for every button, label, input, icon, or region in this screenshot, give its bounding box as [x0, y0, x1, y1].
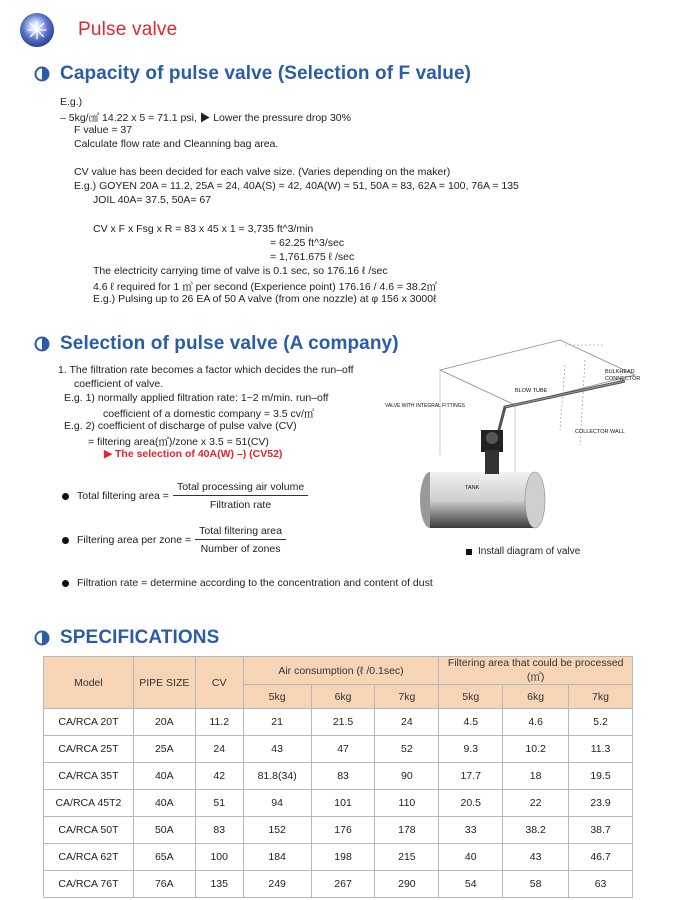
- table-cell: 184: [243, 844, 311, 871]
- table-cell: 24: [375, 709, 439, 736]
- text-line: JOIL 40A= 37.5, 50A= 67: [93, 194, 212, 206]
- half-circle-icon: [34, 336, 50, 352]
- table-cell: 43: [243, 736, 311, 763]
- table-cell: 4.6: [503, 709, 569, 736]
- section-specifications-heading: [34, 627, 219, 649]
- denominator: Number of zones: [200, 543, 281, 555]
- table-cell: CA/RCA 50T: [44, 817, 134, 844]
- label-blow-tube: BLOW TUBE: [515, 388, 548, 394]
- table-cell: 40A: [133, 763, 195, 790]
- page-header: [20, 12, 177, 48]
- table-cell: 135: [195, 871, 243, 898]
- note-text: Filtration rate = determine according to the concentration and content of dust: [77, 577, 433, 589]
- table-cell: 22: [503, 790, 569, 817]
- table-cell: CA/RCA 35T: [44, 763, 134, 790]
- text-line: coefficient of valve.: [74, 378, 164, 390]
- table-row: [44, 871, 633, 898]
- section-title: Capacity of pulse valve (Selection of F value): [60, 63, 472, 84]
- text-line: CV value has been decided for each valve size. (Varies depending on the maker): [74, 166, 451, 178]
- text-line: – 5kg/㎠ 14.22 x 5 = 71.1 psi, ▶ Lower the pressure drop 30%: [60, 112, 351, 124]
- table-cell: 40: [439, 844, 503, 871]
- table-cell: 152: [243, 817, 311, 844]
- table-cell: 83: [195, 817, 243, 844]
- text-line: = 1,761.675 ℓ /sec: [270, 251, 355, 263]
- table-cell: 38.7: [569, 817, 633, 844]
- valve-install-diagram: [385, 335, 650, 540]
- square-bullet-icon: [466, 549, 472, 555]
- table-cell: 267: [311, 871, 375, 898]
- section-capacity-heading: [34, 63, 471, 85]
- table-cell: 11.3: [569, 736, 633, 763]
- text-line: 1. The filtration rate becomes a factor which decides the run–off: [58, 364, 354, 376]
- table-cell: 101: [311, 790, 375, 817]
- fraction: [195, 525, 286, 555]
- page-title: Pulse valve: [78, 19, 178, 40]
- table-cell: 46.7: [569, 844, 633, 871]
- formula-label: Total filtering area =: [77, 490, 169, 502]
- table-cell: 38.2: [503, 817, 569, 844]
- text-line: Calculate flow rate and Cleanning bag area.: [74, 138, 279, 150]
- table-cell: CA/RCA 20T: [44, 709, 134, 736]
- text-line: E.g. 1) normally applied filtration rate: 1~2 m/min. run–off: [64, 392, 329, 404]
- table-row: [44, 844, 633, 871]
- text-line: coefficient of a domestic company = 3.5 cv/㎡: [103, 408, 315, 420]
- table-cell: 178: [375, 817, 439, 844]
- table-cell: 17.7: [439, 763, 503, 790]
- header-air-consumption: Air consumption (ℓ /0.1sec): [243, 657, 439, 685]
- specifications-table: [43, 656, 633, 898]
- table-row: [44, 709, 633, 736]
- text-line: E.g.) GOYEN 20A = 11.2, 25A = 24, 40A(S) = 42, 40A(W) = 51, 50A = 83, 62A = 100, 76A = 135: [74, 180, 519, 192]
- table-cell: 42: [195, 763, 243, 790]
- table-cell: 54: [439, 871, 503, 898]
- table-row: [44, 790, 633, 817]
- table-cell: 90: [375, 763, 439, 790]
- table-cell: CA/RCA 25T: [44, 736, 134, 763]
- table-row: [44, 817, 633, 844]
- label-valve: VALVE WITH INTEGRAL FITTINGS: [385, 403, 465, 409]
- formula-total-filtering-area: [62, 481, 308, 511]
- text-line: 4.6 ℓ required for 1 ㎥ per second (Experience point) 176.16 / 4.6 = 38.2㎡: [93, 281, 437, 293]
- header-pressure: 5kg: [439, 685, 503, 709]
- table-cell: 76A: [133, 871, 195, 898]
- table-cell: 21.5: [311, 709, 375, 736]
- label-collector-wall: COLLECTOR WALL: [575, 429, 625, 435]
- text-line: E.g.) Pulsing up to 26 EA of 50 A valve (from one nozzle) at φ 156 x 3000ℓ: [93, 293, 437, 305]
- text-line: The electricity carrying time of valve is 0.1 sec, so 176.16 ℓ /sec: [93, 265, 388, 277]
- text-line: = 62.25 ft^3/sec: [270, 237, 345, 249]
- table-cell: 290: [375, 871, 439, 898]
- table-cell: 19.5: [569, 763, 633, 790]
- table-cell: 249: [243, 871, 311, 898]
- table-cell: 25A: [133, 736, 195, 763]
- table-cell: 33: [439, 817, 503, 844]
- header-pipe-size: PIPE SIZE: [133, 657, 195, 709]
- table-cell: 100: [195, 844, 243, 871]
- half-circle-icon: [34, 630, 50, 646]
- table-cell: 83: [311, 763, 375, 790]
- section-title: Selection of pulse valve (A company): [60, 333, 399, 354]
- header-cv: CV: [195, 657, 243, 709]
- header-pressure: 6kg: [503, 685, 569, 709]
- text-line: CV x F x Fsg x R = 83 x 45 x 1 = 3,735 ft^3/min: [93, 223, 314, 235]
- table-cell: 23.9: [569, 790, 633, 817]
- bullet-icon: [62, 537, 69, 544]
- table-row: [44, 736, 633, 763]
- section-selection-heading: [34, 333, 399, 355]
- label-connector: CONNECTOR: [605, 376, 641, 382]
- table-cell: 81.8(34): [243, 763, 311, 790]
- bullet-icon: [62, 493, 69, 500]
- table-cell: 65A: [133, 844, 195, 871]
- table-cell: 58: [503, 871, 569, 898]
- numerator: Total filtering area: [195, 525, 286, 540]
- table-cell: 47: [311, 736, 375, 763]
- bullet-icon: [62, 580, 69, 587]
- header-pressure: 7kg: [375, 685, 439, 709]
- table-cell: 52: [375, 736, 439, 763]
- table-cell: 63: [569, 871, 633, 898]
- table-cell: 198: [311, 844, 375, 871]
- denominator: Filtration rate: [209, 499, 272, 511]
- formula-filtering-area-per-zone: [62, 525, 286, 555]
- half-circle-icon: [34, 66, 50, 82]
- table-cell: 9.3: [439, 736, 503, 763]
- table-cell: 4.5: [439, 709, 503, 736]
- table-cell: 94: [243, 790, 311, 817]
- table-cell: 18: [503, 763, 569, 790]
- caption-text: Install diagram of valve: [478, 546, 581, 557]
- table-cell: 10.2: [503, 736, 569, 763]
- table-cell: 43: [503, 844, 569, 871]
- formula-label: Filtering area per zone =: [77, 534, 192, 546]
- header-pressure: 7kg: [569, 685, 633, 709]
- table-cell: 21: [243, 709, 311, 736]
- table-cell: CA/RCA 45T2: [44, 790, 134, 817]
- table-cell: 5.2: [569, 709, 633, 736]
- table-cell: 24: [195, 736, 243, 763]
- table-cell: CA/RCA 76T: [44, 871, 134, 898]
- text-line: = filtering area(㎡)/zone x 3.5 = 51(CV): [88, 436, 269, 448]
- fraction: [173, 481, 308, 511]
- header-pressure: 6kg: [311, 685, 375, 709]
- table-body: [44, 709, 633, 898]
- star-logo-icon: [20, 13, 54, 47]
- numerator: Total processing air volume: [173, 481, 308, 496]
- header-filtering-area: Filtering area that could be processed (㎡): [439, 657, 633, 685]
- table-cell: 50A: [133, 817, 195, 844]
- table-cell: 215: [375, 844, 439, 871]
- text-line: E.g.): [60, 96, 83, 108]
- table-cell: 11.2: [195, 709, 243, 736]
- selection-highlight: ▶ The selection of 40A(W) –) (CV52): [104, 448, 283, 460]
- text-line: E.g. 2) coefficient of discharge of pulse valve (CV): [64, 420, 297, 432]
- diagram-caption: [466, 546, 580, 557]
- table-cell: 20A: [133, 709, 195, 736]
- label-tank: TANK: [465, 485, 480, 491]
- table-row: [44, 763, 633, 790]
- header-model: Model: [44, 657, 134, 709]
- table-cell: 176: [311, 817, 375, 844]
- table-cell: 51: [195, 790, 243, 817]
- table-cell: 110: [375, 790, 439, 817]
- label-bulkhead: BULKHEAD: [605, 369, 635, 375]
- filtration-rate-note: [62, 577, 433, 589]
- table-cell: CA/RCA 62T: [44, 844, 134, 871]
- header-pressure: 5kg: [243, 685, 311, 709]
- table-cell: 40A: [133, 790, 195, 817]
- table-cell: 20.5: [439, 790, 503, 817]
- section-title: SPECIFICATIONS: [60, 627, 220, 648]
- text-line: F value = 37: [74, 124, 133, 136]
